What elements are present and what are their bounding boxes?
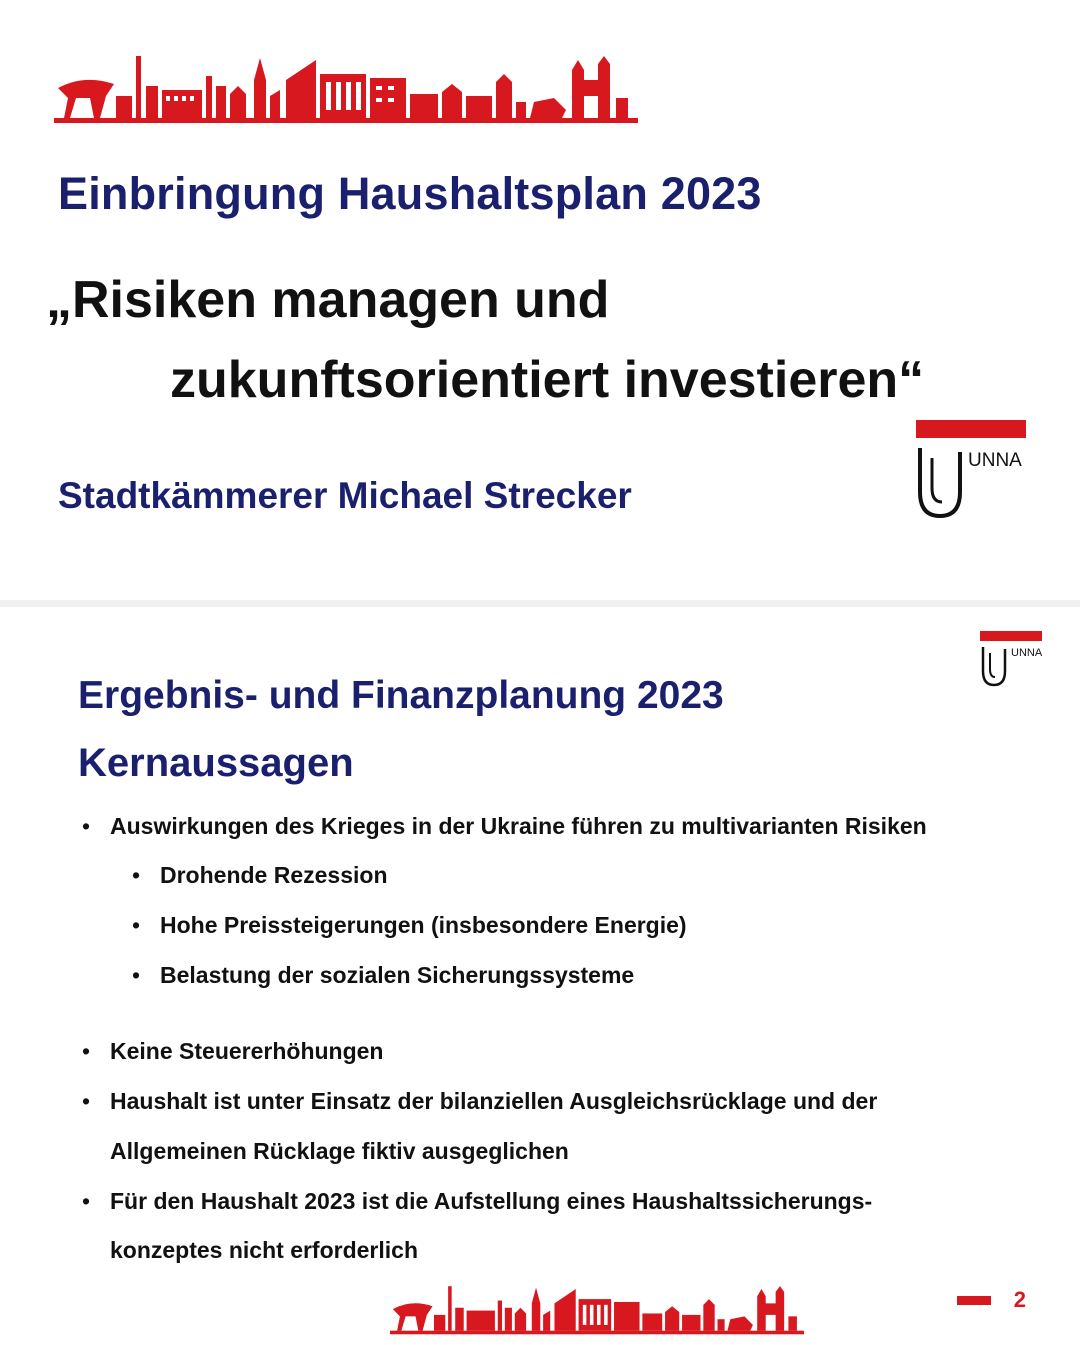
bullet-text: konzeptes nicht erforderlich [110,1237,419,1263]
bullet-icon: • [132,862,141,888]
speaker-name: Stadtkämmerer Michael Strecker [58,475,632,516]
bullet-icon: • [132,962,141,988]
title-slide [0,0,1080,600]
bullet-icon: • [82,1188,91,1214]
slide-subheading: Kernaussagen [78,741,354,785]
bullet-continuation [110,1237,418,1264]
bullet-icon: • [82,1088,91,1114]
bullet-item [82,1188,873,1215]
unna-logo [916,420,1028,520]
bullet-item [82,1088,878,1115]
page-number-bar [957,1296,991,1305]
bullet-text: Belastung der sozialen Sicherungssysteme [160,962,635,988]
city-skyline-banner [54,46,638,124]
bullet-text: Für den Haushalt 2023 ist die Aufstellung eines Haushaltssicherungs- [110,1188,873,1214]
bullet-text: Auswirkungen des Krieges in der Ukraine führen zu multivarianten Risiken [110,813,927,839]
sub-bullet-item [132,962,635,989]
sub-bullet-item [132,862,388,889]
slide-motto-line-2: zukunftsorientiert investieren“ [170,351,925,409]
bullet-text: Keine Steuererhöhungen [110,1038,384,1064]
bullet-text: Haushalt ist unter Einsatz der bilanziellen Ausgleichsrücklage und der [110,1088,878,1114]
bullet-item [82,813,927,840]
unna-logo-small [980,631,1044,689]
logo-red-bar [916,420,1026,438]
page-number: 2 [1013,1287,1026,1312]
bullet-icon: • [82,1038,91,1064]
bullet-icon: • [82,813,91,839]
slide-separator [0,600,1080,607]
slide-title: Einbringung Haushaltsplan 2023 [58,168,762,219]
sub-bullet-item [132,912,687,939]
slide-motto-line-1: „Risiken managen und [46,271,610,329]
bullet-item [82,1038,384,1065]
logo-text: UNNA [968,450,1022,471]
city-skyline-footer [390,1279,804,1335]
bullet-text: Allgemeinen Rücklage fiktiv ausgeglichen [110,1138,569,1164]
u-logo-icon [916,448,964,520]
bullet-text: Hohe Preissteigerungen (insbesondere Energie) [160,912,687,938]
bullet-text: Drohende Rezession [160,862,388,888]
bullet-icon: • [132,912,141,938]
u-logo-icon [980,647,1008,687]
slide-heading: Ergebnis- und Finanzplanung 2023 [78,674,724,717]
content-slide [0,607,1080,1345]
bullet-continuation [110,1138,569,1165]
logo-text: UNNA [1011,647,1043,659]
logo-red-bar [980,631,1042,641]
